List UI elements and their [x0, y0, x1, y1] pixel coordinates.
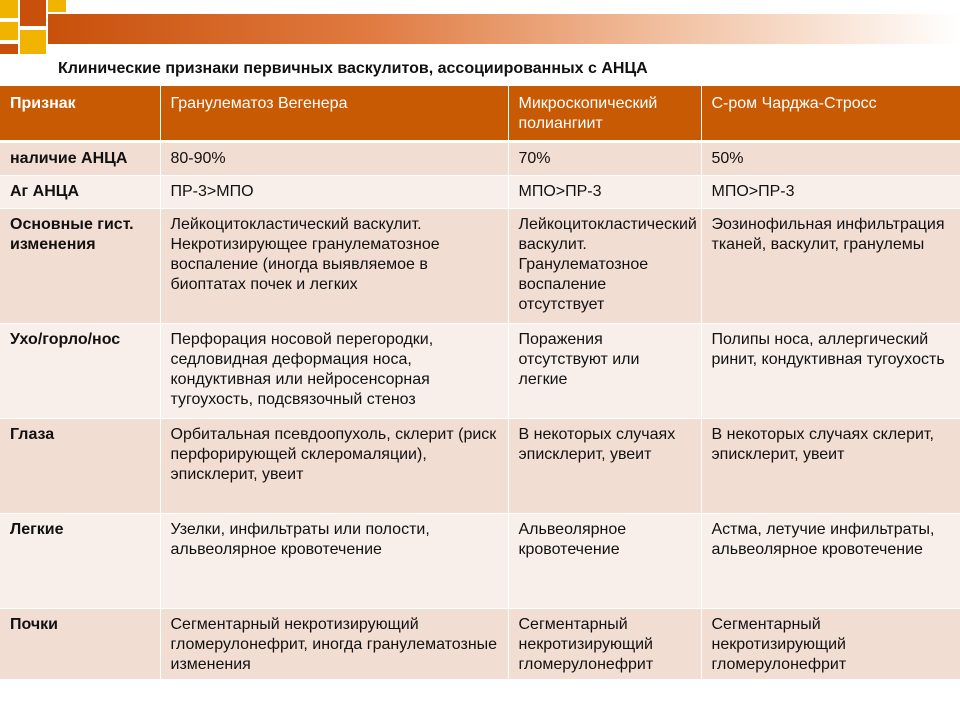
table-cell: Эозинофильная инфильтрация тканей, васкулит, гранулемы: [701, 209, 960, 324]
table-cell: 50%: [701, 142, 960, 176]
table-row: [0, 514, 960, 609]
table-cell: Орбитальная псевдоопухоль, склерит (риск перфорирующей склеромаляции), эписклерит, увеит: [160, 419, 508, 514]
table-cell: Перфорация носовой перегородки, седловидная деформация носа, кондуктивная или нейросенсорная тугоухость, подсвязочный стеноз: [160, 324, 508, 419]
table-cell: ПР-3>МПО: [160, 176, 508, 209]
deco-square: [20, 0, 46, 26]
top-gradient-bar: [48, 14, 960, 44]
table-header-row: [0, 86, 960, 142]
table-cell: МПО>ПР-3: [508, 176, 701, 209]
column-header: Признак: [0, 86, 160, 142]
row-label: Аг АНЦА: [0, 176, 160, 209]
table-cell: Альвеолярное кровотечение: [508, 514, 701, 609]
table-row: [0, 419, 960, 514]
table-cell: Сегментарный некротизирующий гломерулонефрит, иногда гранулематозные изменения: [160, 609, 508, 680]
table-cell: Сегментарный некротизирующий гломерулонефрит: [701, 609, 960, 680]
table-cell: В некоторых случаях эписклерит, увеит: [508, 419, 701, 514]
table-row: [0, 209, 960, 324]
row-label: наличие АНЦА: [0, 142, 160, 176]
row-label: Почки: [0, 609, 160, 680]
table-cell: 80-90%: [160, 142, 508, 176]
table-cell: Лейкоцитокластический васкулит. Гранулематозное воспаление отсутствует: [508, 209, 701, 324]
table-cell: Узелки, инфильтраты или полости, альвеолярное кровотечение: [160, 514, 508, 609]
table-cell: Сегментарный некротизирующий гломерулонефрит: [508, 609, 701, 680]
table-cell: 70%: [508, 142, 701, 176]
deco-square: [0, 44, 18, 54]
deco-square: [0, 22, 18, 40]
column-header: Микроскопический полиангиит: [508, 86, 701, 142]
deco-square: [0, 0, 18, 18]
table-row: [0, 609, 960, 680]
column-header: Гранулематоз Вегенера: [160, 86, 508, 142]
table-row: [0, 142, 960, 176]
table-cell: В некоторых случаях склерит, эписклерит, увеит: [701, 419, 960, 514]
row-label: Основные гист. изменения: [0, 209, 160, 324]
slide-title: Клинические признаки первичных васкулитов, ассоциированных с АНЦА: [58, 60, 648, 77]
table-row: [0, 176, 960, 209]
table-cell: Поражения отсутствуют или легкие: [508, 324, 701, 419]
vasculitis-table: [0, 86, 960, 680]
table-cell: МПО>ПР-3: [701, 176, 960, 209]
row-label: Ухо/горло/нос: [0, 324, 160, 419]
table-cell: Лейкоцитокластический васкулит. Некротизирующее гранулематозное воспаление (иногда выявляемое в биоптатах почек и легких: [160, 209, 508, 324]
deco-square: [48, 0, 66, 12]
column-header: С-ром Чарджа-Стросс: [701, 86, 960, 142]
table-cell: Астма, летучие инфильтраты, альвеолярное кровотечение: [701, 514, 960, 609]
table-cell: Полипы носа, аллергический ринит, кондуктивная тугоухость: [701, 324, 960, 419]
deco-square: [20, 30, 46, 54]
row-label: Легкие: [0, 514, 160, 609]
row-label: Глаза: [0, 419, 160, 514]
table-row: [0, 324, 960, 419]
